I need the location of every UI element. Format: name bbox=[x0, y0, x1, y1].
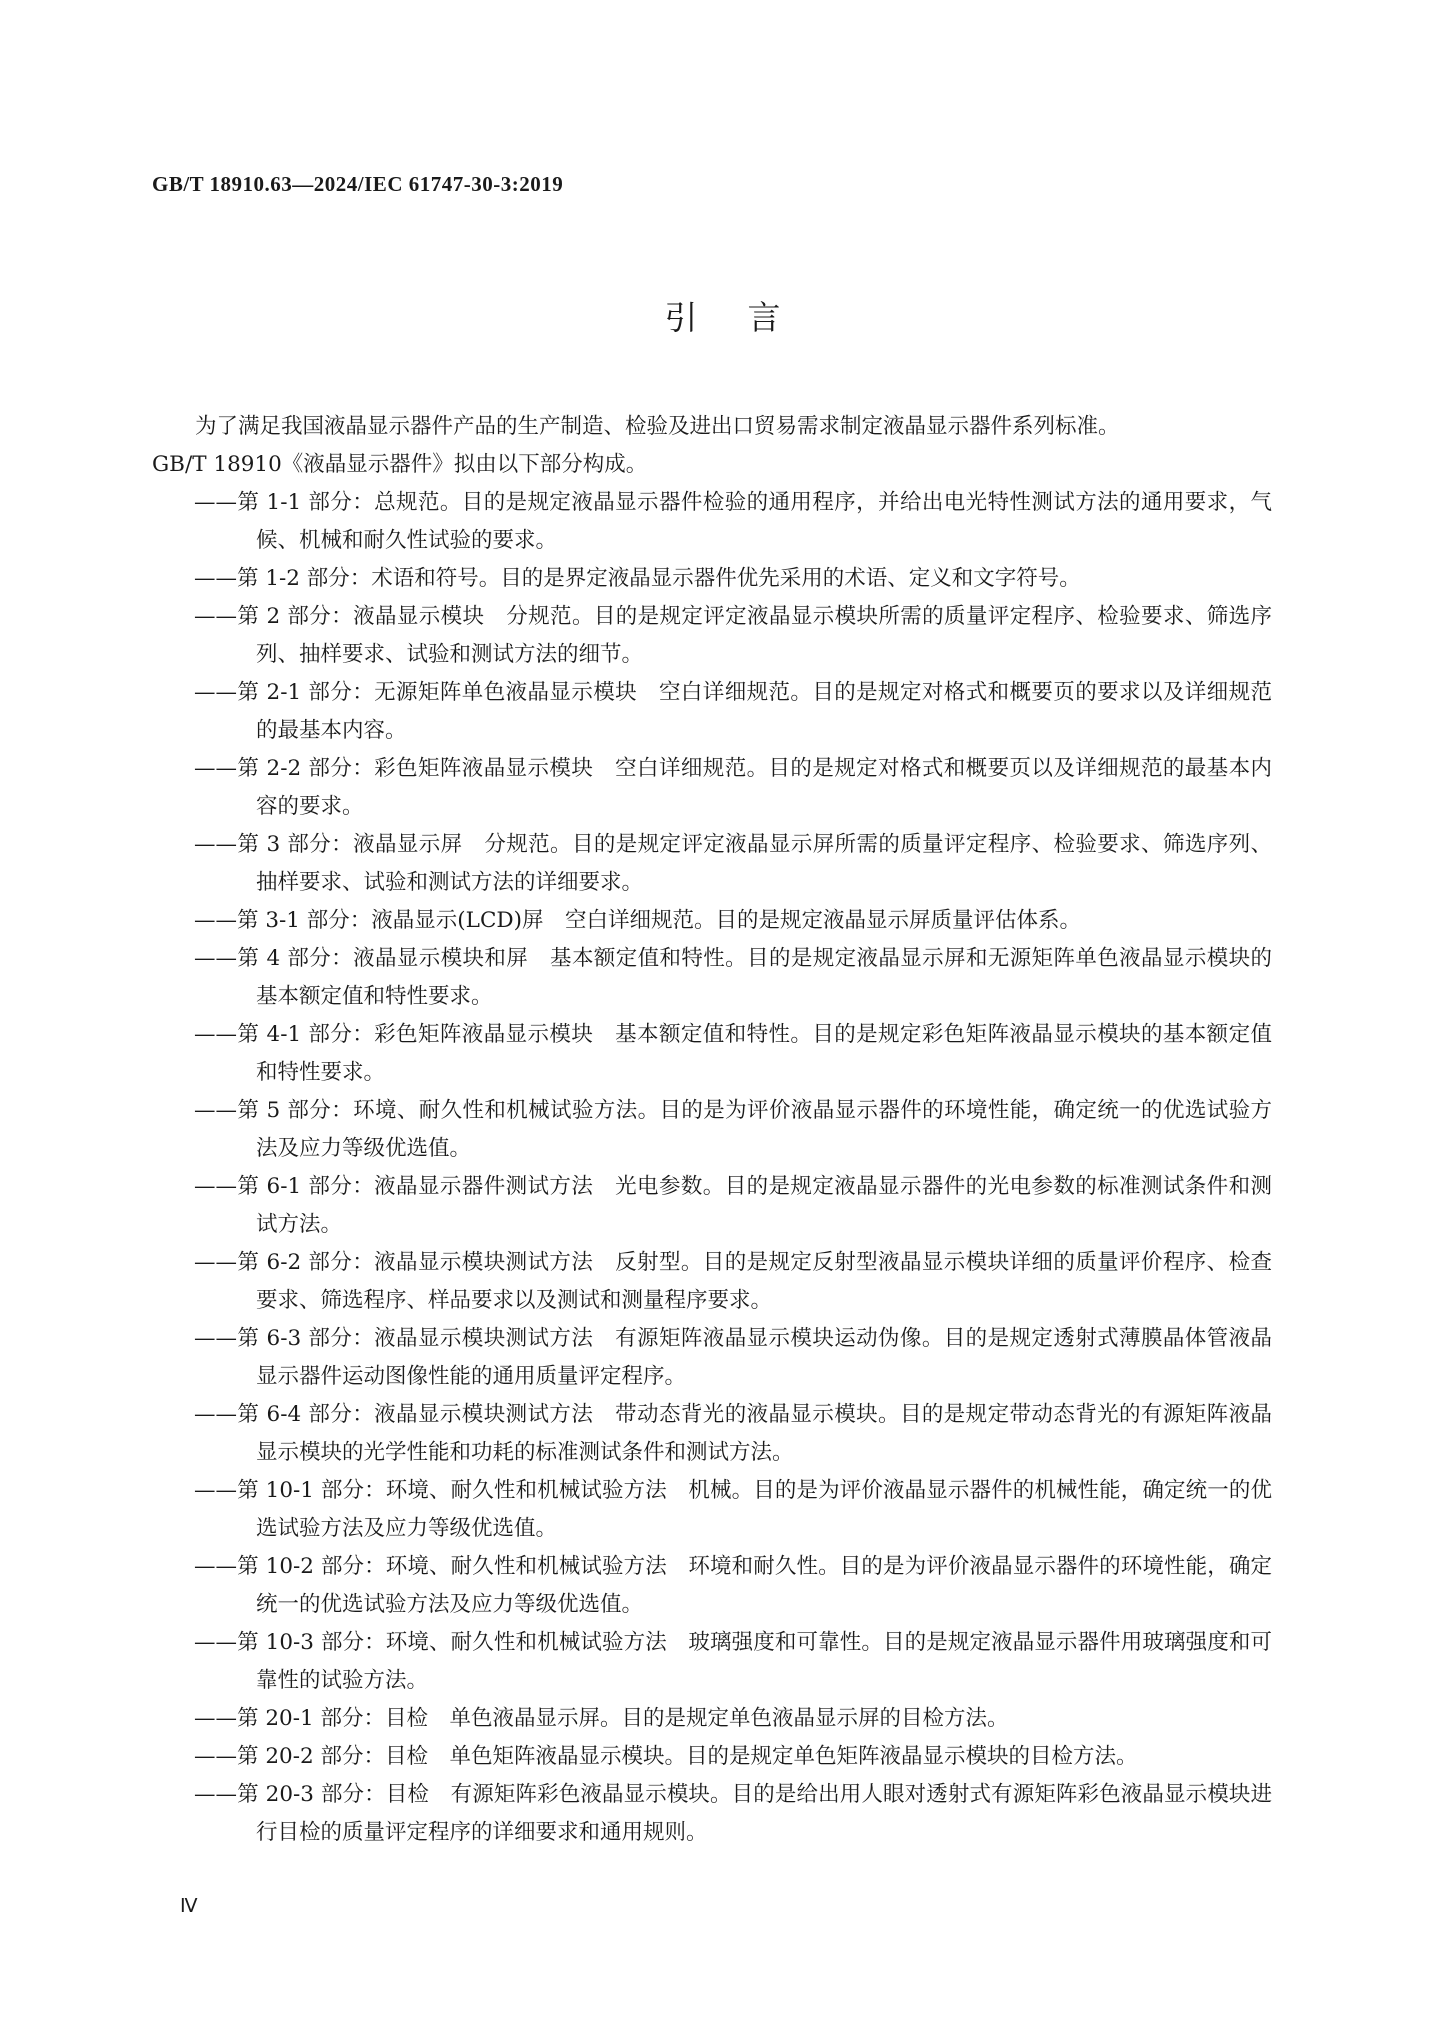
intro-line-2: GB/T 18910《液晶显示器件》拟由以下部分构成。 bbox=[152, 452, 648, 477]
list-item: ——第 4 部分：液晶显示模块和屏 基本额定值和特性。目的是规定液晶显示屏和无源矩阵单色液晶显示模块的基本额定值和特性要求。 bbox=[194, 946, 1272, 1009]
intro-line-1: 为了满足我国液晶显示器件产品的生产制造、检验及进出口贸易需求制定液晶显示器件系列标准。 bbox=[195, 414, 1120, 439]
list-item: ——第 4-1 部分：彩色矩阵液晶显示模块 基本额定值和特性。目的是规定彩色矩阵液晶显示模块的基本额定值和特性要求。 bbox=[194, 1022, 1272, 1085]
list-item: ——第 20-1 部分：目检 单色液晶显示屏。目的是规定单色液晶显示屏的目检方法。 bbox=[194, 1706, 1009, 1731]
list-item: ——第 10-1 部分：环境、耐久性和机械试验方法 机械。目的是为评价液晶显示器件的机械性能，确定统一的优选试验方法及应力等级优选值。 bbox=[194, 1478, 1272, 1541]
list-item: ——第 2-2 部分：彩色矩阵液晶显示模块 空白详细规范。目的是规定对格式和概要页以及详细规范的最基本内容的要求。 bbox=[194, 756, 1272, 819]
list-item: ——第 3 部分：液晶显示屏 分规范。目的是规定评定液晶显示屏所需的质量评定程序、检验要求、筛选序列、抽样要求、试验和测试方法的详细要求。 bbox=[194, 832, 1272, 895]
list-item: ——第 2-1 部分：无源矩阵单色液晶显示模块 空白详细规范。目的是规定对格式和概要页的要求以及详细规范的最基本内容。 bbox=[194, 680, 1272, 743]
list-item: ——第 6-1 部分：液晶显示器件测试方法 光电参数。目的是规定液晶显示器件的光电参数的标准测试条件和测试方法。 bbox=[194, 1174, 1272, 1237]
list-item: ——第 20-2 部分：目检 单色矩阵液晶显示模块。目的是规定单色矩阵液晶显示模块的目检方法。 bbox=[194, 1744, 1138, 1769]
list-item: ——第 6-4 部分：液晶显示模块测试方法 带动态背光的液晶显示模块。目的是规定带动态背光的有源矩阵液晶显示模块的光学性能和功耗的标准测试条件和测试方法。 bbox=[194, 1402, 1272, 1465]
page-number: Ⅳ bbox=[180, 1896, 198, 1917]
list-item: ——第 1-2 部分：术语和符号。目的是界定液晶显示器件优先采用的术语、定义和文字符号。 bbox=[194, 566, 1081, 591]
list-item: ——第 6-2 部分：液晶显示模块测试方法 反射型。目的是规定反射型液晶显示模块详细的质量评价程序、检查要求、筛选程序、样品要求以及测试和测量程序要求。 bbox=[194, 1250, 1272, 1313]
list-item: ——第 10-2 部分：环境、耐久性和机械试验方法 环境和耐久性。目的是为评价液晶显示器件的环境性能，确定统一的优选试验方法及应力等级优选值。 bbox=[194, 1554, 1272, 1617]
list-item: ——第 10-3 部分：环境、耐久性和机械试验方法 玻璃强度和可靠性。目的是规定液晶显示器件用玻璃强度和可靠性的试验方法。 bbox=[194, 1630, 1272, 1693]
standard-code-header: GB/T 18910.63—2024/IEC 61747-30-3:2019 bbox=[152, 172, 564, 196]
list-item: ——第 1-1 部分：总规范。目的是规定液晶显示器件检验的通用程序，并给出电光特性测试方法的通用要求，气候、机械和耐久性试验的要求。 bbox=[194, 490, 1272, 553]
list-item: ——第 2 部分：液晶显示模块 分规范。目的是规定评定液晶显示模块所需的质量评定程序、检验要求、筛选序列、抽样要求、试验和测试方法的细节。 bbox=[194, 604, 1272, 667]
page-title: 引言 bbox=[664, 298, 831, 337]
list-item: ——第 6-3 部分：液晶显示模块测试方法 有源矩阵液晶显示模块运动伪像。目的是规定透射式薄膜晶体管液晶显示器件运动图像性能的通用质量评定程序。 bbox=[194, 1326, 1272, 1389]
parts-list bbox=[152, 484, 1272, 1852]
list-item: ——第 3-1 部分：液晶显示(LCD)屏 空白详细规范。目的是规定液晶显示屏质量评估体系。 bbox=[194, 908, 1082, 933]
intro-paragraph bbox=[152, 408, 1272, 484]
list-item: ——第 5 部分：环境、耐久性和机械试验方法。目的是为评价液晶显示器件的环境性能，确定统一的优选试验方法及应力等级优选值。 bbox=[194, 1098, 1272, 1161]
list-item: ——第 20-3 部分：目检 有源矩阵彩色液晶显示模块。目的是给出用人眼对透射式有源矩阵彩色液晶显示模块进行目检的质量评定程序的详细要求和通用规则。 bbox=[194, 1782, 1272, 1845]
